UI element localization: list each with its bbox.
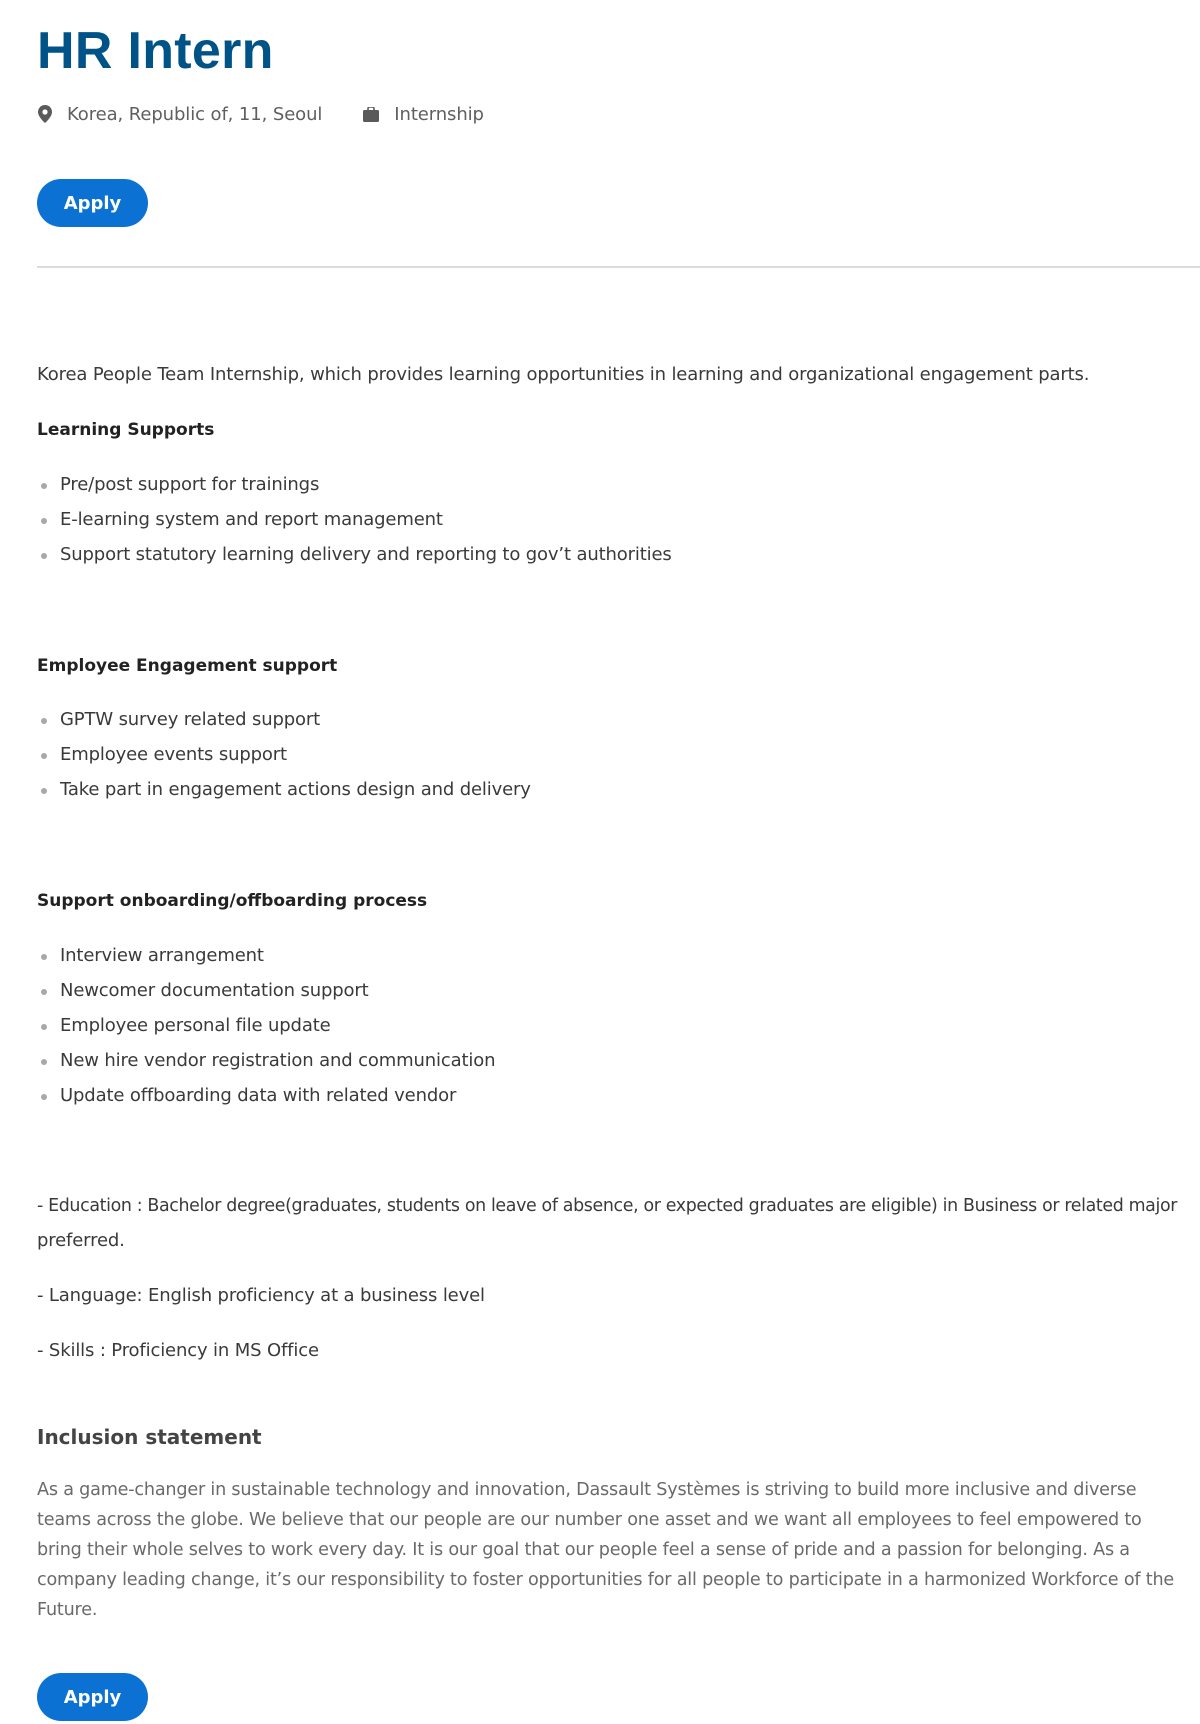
job-title: HR Intern (37, 22, 274, 80)
qualification-education-cont: preferred. (37, 1230, 125, 1251)
job-type (362, 104, 484, 125)
map-pin-icon (37, 105, 53, 123)
list-item: Employee personal file update (37, 1014, 495, 1049)
job-intro: Korea People Team Internship, which provides learning opportunities in learning and organizational engagement parts. (37, 364, 1090, 385)
list-item: Take part in engagement actions design and delivery (37, 778, 531, 813)
job-location (37, 104, 322, 125)
bullet-icon (41, 753, 47, 759)
bullet-icon (41, 788, 47, 794)
qualification-language: - Language: English proficiency at a business level (37, 1285, 485, 1306)
list-item: Update offboarding data with related vendor (37, 1084, 495, 1119)
bullet-icon (41, 1024, 47, 1030)
bullet-icon (41, 989, 47, 995)
section-heading-onboarding: Support onboarding/offboarding process (37, 891, 428, 911)
bullet-icon (41, 1059, 47, 1065)
list-item: Newcomer documentation support (37, 979, 495, 1014)
list-item: Pre/post support for trainings (37, 473, 672, 508)
section-heading-learning: Learning Supports (37, 420, 215, 440)
job-type-text: Internship (394, 103, 484, 125)
list-item: Support statutory learning delivery and reporting to gov’t authorities (37, 543, 672, 578)
location-text: Korea, Republic of, 11, Seoul (67, 103, 323, 125)
list-item: Interview arrangement (37, 944, 495, 979)
apply-button-top[interactable]: Apply (37, 179, 148, 227)
bullet-icon (41, 553, 47, 559)
inclusion-title: Inclusion statement (37, 1425, 262, 1449)
bullet-icon (41, 954, 47, 960)
bullet-icon (41, 518, 47, 524)
job-meta (37, 101, 484, 127)
briefcase-icon (362, 105, 379, 123)
bullet-icon (41, 718, 47, 724)
list-learning (37, 473, 672, 578)
list-item: New hire vendor registration and communication (37, 1049, 495, 1084)
qualification-education: - Education : Bachelor degree(graduates, students on leave of absence, or expected graduates are eligible) in Business or related major (37, 1196, 1178, 1216)
apply-button-bottom[interactable]: Apply (37, 1673, 148, 1721)
list-item: Employee events support (37, 743, 531, 778)
list-item: GPTW survey related support (37, 708, 531, 743)
section-heading-engagement: Employee Engagement support (37, 656, 338, 676)
bullet-icon (41, 1094, 47, 1100)
divider (37, 266, 1200, 268)
list-engagement (37, 708, 531, 813)
list-onboarding (37, 944, 495, 1119)
list-item: E-learning system and report management (37, 508, 672, 543)
inclusion-text: As a game-changer in sustainable technology and innovation, Dassault Systèmes is striving to build more inclusive and diverse teams across the globe. We believe that our people are our number one asset and we want all employees to feel empowered to bring their whole selves to work every day. It is our goal that our people feel a sense of pride and a passion for belonging. As a company leading change, it’s our responsibility to foster opportunities for all people to participate in a harmonized Workforce of the Future. (37, 1480, 1175, 1620)
bullet-icon (41, 483, 47, 489)
qualification-skills: - Skills : Proficiency in MS Office (37, 1340, 319, 1361)
